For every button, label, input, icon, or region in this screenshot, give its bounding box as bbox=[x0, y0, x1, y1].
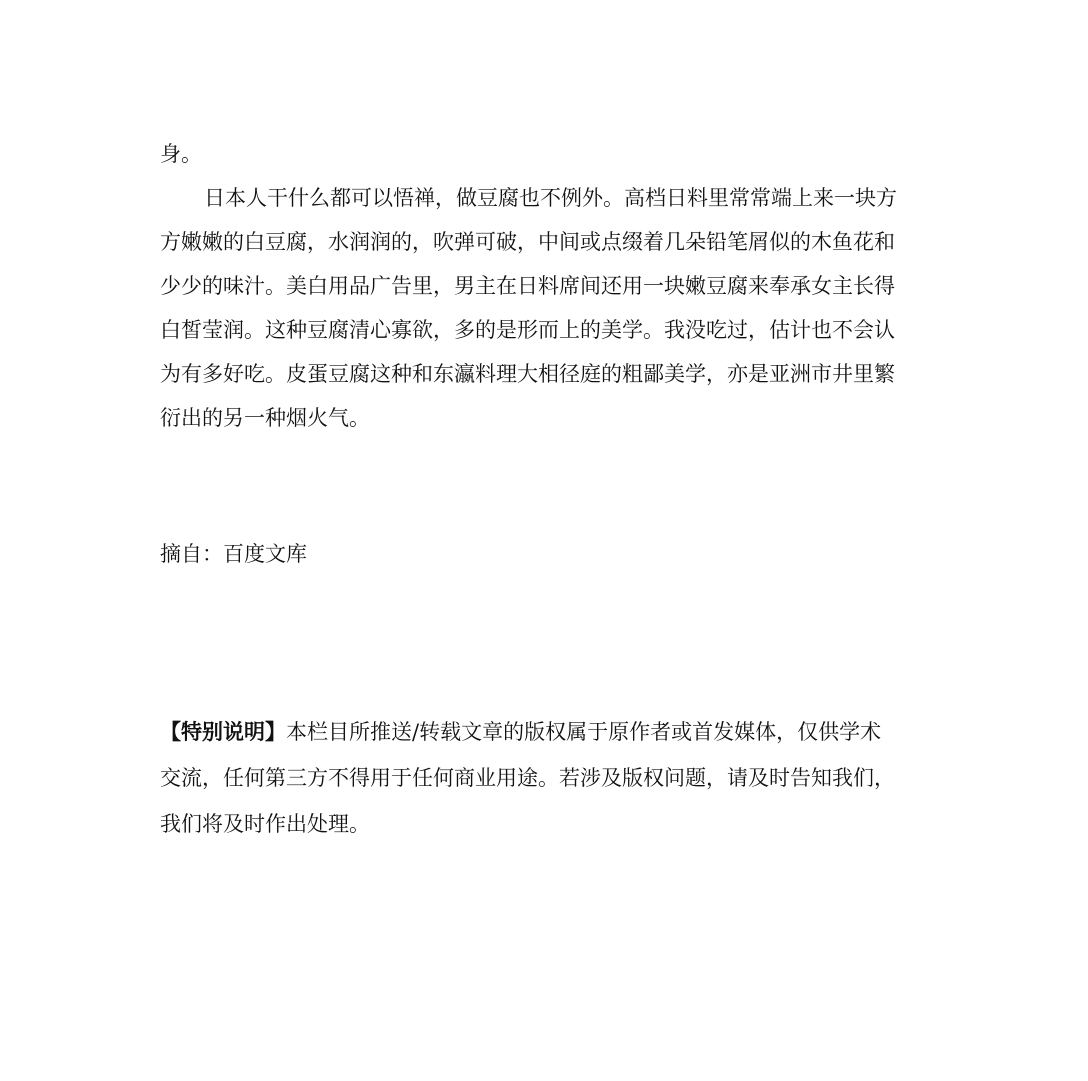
main-paragraph-line-2: 方嫩嫩的白豆腐，水润润的，吹弹可破，中间或点缀着几朵铅笔屑似的木鱼花和 bbox=[160, 230, 895, 254]
paragraph-continuation: 身。 bbox=[160, 142, 202, 166]
notice-line-3: 我们将及时作出处理。 bbox=[160, 812, 370, 836]
main-paragraph-line-4: 白皙莹润。这种豆腐清心寡欲，多的是形而上的美学。我没吃过，估计也不会认 bbox=[160, 318, 895, 342]
main-paragraph-line-1: 日本人干什么都可以悟禅，做豆腐也不例外。高档日料里常常端上来一块方 bbox=[204, 186, 897, 210]
notice-line-1 bbox=[160, 718, 881, 746]
notice-text-1: 本栏目所推送/转载文章的版权属于原作者或首发媒体，仅供学术 bbox=[286, 720, 882, 744]
source-line: 摘自：百度文库 bbox=[160, 542, 307, 566]
main-paragraph-line-3: 少少的味汁。美白用品广告里，男主在日料席间还用一块嫩豆腐来奉承女主长得 bbox=[160, 274, 895, 298]
notice-heading: 【特别说明】 bbox=[160, 719, 286, 744]
notice-line-2: 交流，任何第三方不得用于任何商业用途。若涉及版权问题，请及时告知我们， bbox=[160, 766, 895, 790]
main-paragraph-line-6: 衍出的另一种烟火气。 bbox=[160, 406, 370, 430]
main-paragraph-line-5: 为有多好吃。皮蛋豆腐这种和东瀛料理大相径庭的粗鄙美学，亦是亚洲市井里繁 bbox=[160, 362, 895, 386]
